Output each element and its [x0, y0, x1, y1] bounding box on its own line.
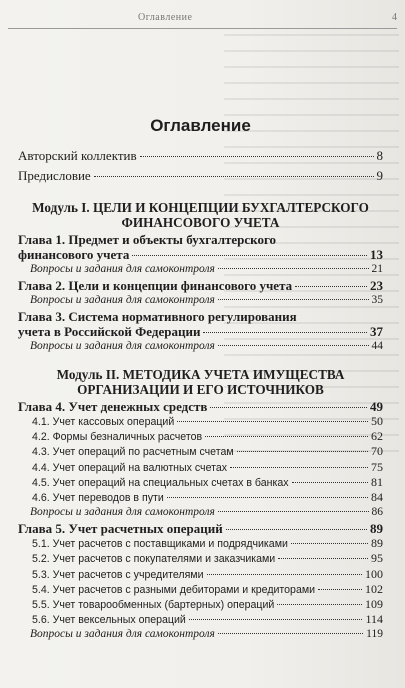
module-heading-line: ФИНАНСОВОГО УЧЕТА [121, 215, 280, 230]
leader-dots [210, 407, 367, 408]
entry-page: 114 [365, 612, 383, 627]
leader-dots [218, 511, 369, 512]
section-4-4 [18, 460, 383, 475]
section-5-2 [18, 551, 383, 566]
leader-dots [278, 558, 368, 559]
chapter-page: 23 [370, 278, 383, 293]
leader-dots [230, 467, 368, 468]
entry-page: 81 [371, 474, 383, 489]
toc-entry-authors [18, 148, 383, 164]
leader-dots [318, 589, 362, 590]
chapter-page: 13 [370, 247, 383, 262]
entry-label: Предисловие [18, 168, 91, 183]
entry-page: 109 [365, 597, 383, 612]
chapter-2 [18, 278, 383, 293]
entry-label: Вопросы и задания для самоконтроля [30, 506, 215, 519]
leader-dots [218, 345, 369, 346]
leader-dots [94, 176, 374, 177]
leader-dots [140, 156, 374, 157]
table-of-contents [18, 116, 383, 641]
chapter-title-line: Глава 1. Предмет и объекты бухгалтерского [18, 232, 277, 247]
section-5-1 [18, 536, 383, 551]
entry-page: 62 [371, 429, 383, 444]
chapter-page: 37 [370, 324, 383, 339]
self-check-entry [18, 339, 383, 353]
entry-page: 70 [371, 444, 383, 459]
entry-label: Вопросы и задания для самоконтроля [30, 628, 215, 641]
section-5-6 [18, 612, 383, 627]
entry-page: 89 [371, 536, 383, 551]
chapter-page: 49 [370, 399, 383, 414]
leader-dots [205, 436, 368, 437]
entry-page: 44 [371, 340, 383, 352]
chapter-4 [18, 399, 383, 414]
entry-label: 5.6. Учет вексельных операций [32, 614, 186, 627]
chapter-title-line: учета в Российской Федерации [18, 324, 201, 339]
chapter-title-line: Глава 5. Учет расчетных операций [18, 521, 223, 537]
entry-page: 75 [371, 459, 383, 474]
entry-page: 119 [366, 628, 383, 641]
module-heading-line: Модуль II. МЕТОДИКА УЧЕТА ИМУЩЕСТВА [56, 367, 345, 382]
module-heading-line: Модуль I. ЦЕЛИ И КОНЦЕПЦИИ БУХГАЛТЕРСКОГО [32, 200, 369, 215]
self-check-entry [18, 293, 383, 307]
leader-dots [207, 574, 362, 575]
entry-label: Вопросы и задания для самоконтроля [30, 294, 215, 306]
entry-label: 4.6. Учет переводов в пути [32, 492, 164, 505]
entry-page: 35 [371, 294, 383, 306]
leader-dots [291, 543, 368, 544]
entry-label: 5.1. Учет расчетов с поставщиками и подрядчиками [32, 538, 288, 551]
module-heading-1 [18, 200, 383, 230]
entry-label: 4.3. Учет операций по расчетным счетам [32, 446, 234, 459]
leader-dots [203, 332, 367, 333]
running-head-page-number: 4 [392, 11, 397, 23]
self-check-entry [18, 627, 383, 641]
section-5-4 [18, 582, 383, 597]
leader-dots [295, 286, 367, 287]
leader-dots [177, 421, 368, 422]
module-heading-line: ОРГАНИЗАЦИИ И ЕГО ИСТОЧНИКОВ [77, 382, 324, 397]
leader-dots [226, 529, 367, 530]
leader-dots [218, 268, 369, 269]
section-4-3 [18, 444, 383, 459]
section-4-6 [18, 490, 383, 505]
toc-title: Оглавление [150, 116, 251, 135]
entry-page: 95 [371, 551, 383, 566]
entry-page: 100 [365, 566, 383, 581]
section-5-5 [18, 597, 383, 612]
chapter-title-line: Глава 4. Учет денежных средств [18, 399, 208, 414]
section-5-3 [18, 567, 383, 582]
leader-dots [132, 255, 367, 256]
entry-page: 84 [371, 490, 383, 505]
entry-label: Вопросы и задания для самоконтроля [30, 340, 215, 352]
leader-dots [218, 299, 369, 300]
entry-page: 50 [371, 414, 383, 428]
section-4-2 [18, 429, 383, 444]
running-head [8, 6, 397, 29]
entry-page: 102 [365, 581, 383, 596]
entry-label: 4.2. Формы безналичных расчетов [32, 431, 203, 444]
leader-dots [167, 497, 368, 498]
chapter-3 [18, 309, 383, 339]
entry-page: 9 [376, 168, 383, 183]
entry-label: 4.5. Учет операций на специальных счетах в банках [32, 476, 289, 489]
self-check-entry [18, 262, 383, 276]
chapter-title-line: Глава 3. Система нормативного регулирования [18, 309, 297, 324]
self-check-entry [18, 505, 383, 519]
leader-dots [277, 604, 362, 605]
leader-dots [237, 451, 368, 452]
running-head-title: Оглавление [138, 11, 193, 23]
entry-label: 5.5. Учет товарообменных (бартерных) операций [32, 599, 275, 612]
entry-page: 21 [371, 263, 383, 275]
entry-label: Вопросы и задания для самоконтроля [30, 263, 215, 275]
module-heading-2 [18, 367, 383, 397]
leader-dots [189, 619, 363, 620]
entry-page: 8 [376, 148, 383, 163]
entry-label: Авторский коллектив [18, 148, 137, 163]
entry-label: 5.2. Учет расчетов с покупателями и заказчиками [32, 553, 276, 566]
chapter-1 [18, 232, 383, 262]
entry-label: 5.4. Учет расчетов с разными дебиторами и кредиторами [32, 583, 316, 596]
leader-dots [292, 482, 368, 483]
toc-entry-preface [18, 168, 383, 184]
entry-label: 4.1. Учет кассовых операций [32, 416, 175, 428]
section-4-1 [18, 414, 383, 429]
entry-label: 5.3. Учет расчетов с учредителями [32, 568, 204, 581]
chapter-title-line: Глава 2. Цели и концепции финансового учета [18, 278, 293, 293]
chapter-title-line: финансового учета [18, 247, 130, 262]
leader-dots [218, 633, 363, 634]
chapter-page: 89 [370, 521, 383, 537]
entry-label: 4.4. Учет операций на валютных счетах [32, 461, 228, 474]
chapter-5 [18, 521, 383, 536]
entry-page: 86 [371, 506, 383, 519]
section-4-5 [18, 475, 383, 490]
